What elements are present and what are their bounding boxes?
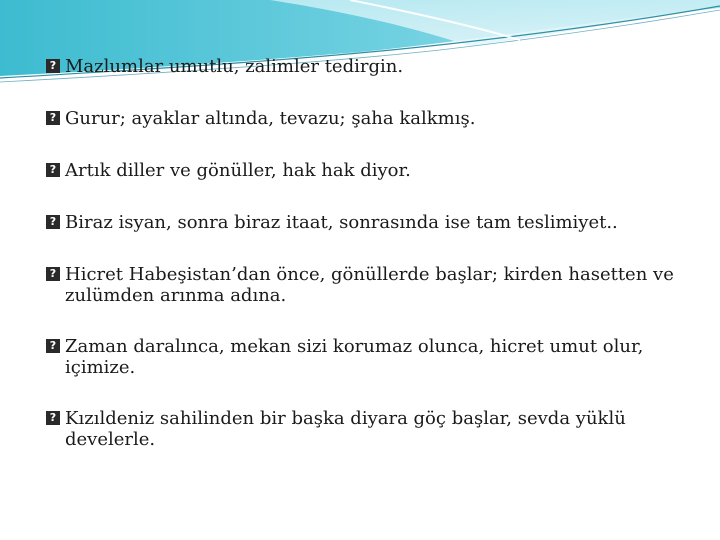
bullet-text: Artık diller ve gönüller, hak hak diyor.: [65, 160, 411, 181]
missing-glyph-box-icon: ?: [46, 215, 60, 229]
bullet-item: [46, 108, 706, 129]
bullet-text: Biraz isyan, sonra biraz itaat, sonrasında ise tam teslimiyet..: [65, 212, 618, 233]
missing-glyph-box-icon: ?: [46, 339, 60, 353]
missing-glyph-box-icon: ?: [46, 163, 60, 177]
missing-glyph-box-icon: ?: [46, 111, 60, 125]
missing-glyph-box-icon: ?: [46, 411, 60, 425]
bullet-text: Kızıldeniz sahilinden bir başka diyara göç başlar, sevda yüklü develerle.: [65, 408, 626, 450]
bullet-text: Zaman daralınca, mekan sizi korumaz olunca, hicret umut olur, içimize.: [65, 336, 644, 378]
bullet-list: [46, 56, 706, 480]
bullet-item: [46, 336, 706, 378]
bullet-item: [46, 264, 706, 306]
bullet-item: [46, 408, 706, 450]
missing-glyph-box-icon: ?: [46, 267, 60, 281]
bullet-text: Mazlumlar umutlu, zalimler tedirgin.: [65, 56, 404, 77]
bullet-item: [46, 212, 706, 233]
bullet-text: Gurur; ayaklar altında, tevazu; şaha kalkmış.: [65, 108, 476, 129]
bullet-item: [46, 160, 706, 181]
bullet-item: [46, 56, 706, 77]
missing-glyph-box-icon: ?: [46, 59, 60, 73]
bullet-text: Hicret Habeşistan’dan önce, gönüllerde başlar; kirden hasetten ve zulümden arınma adına.: [65, 264, 674, 306]
